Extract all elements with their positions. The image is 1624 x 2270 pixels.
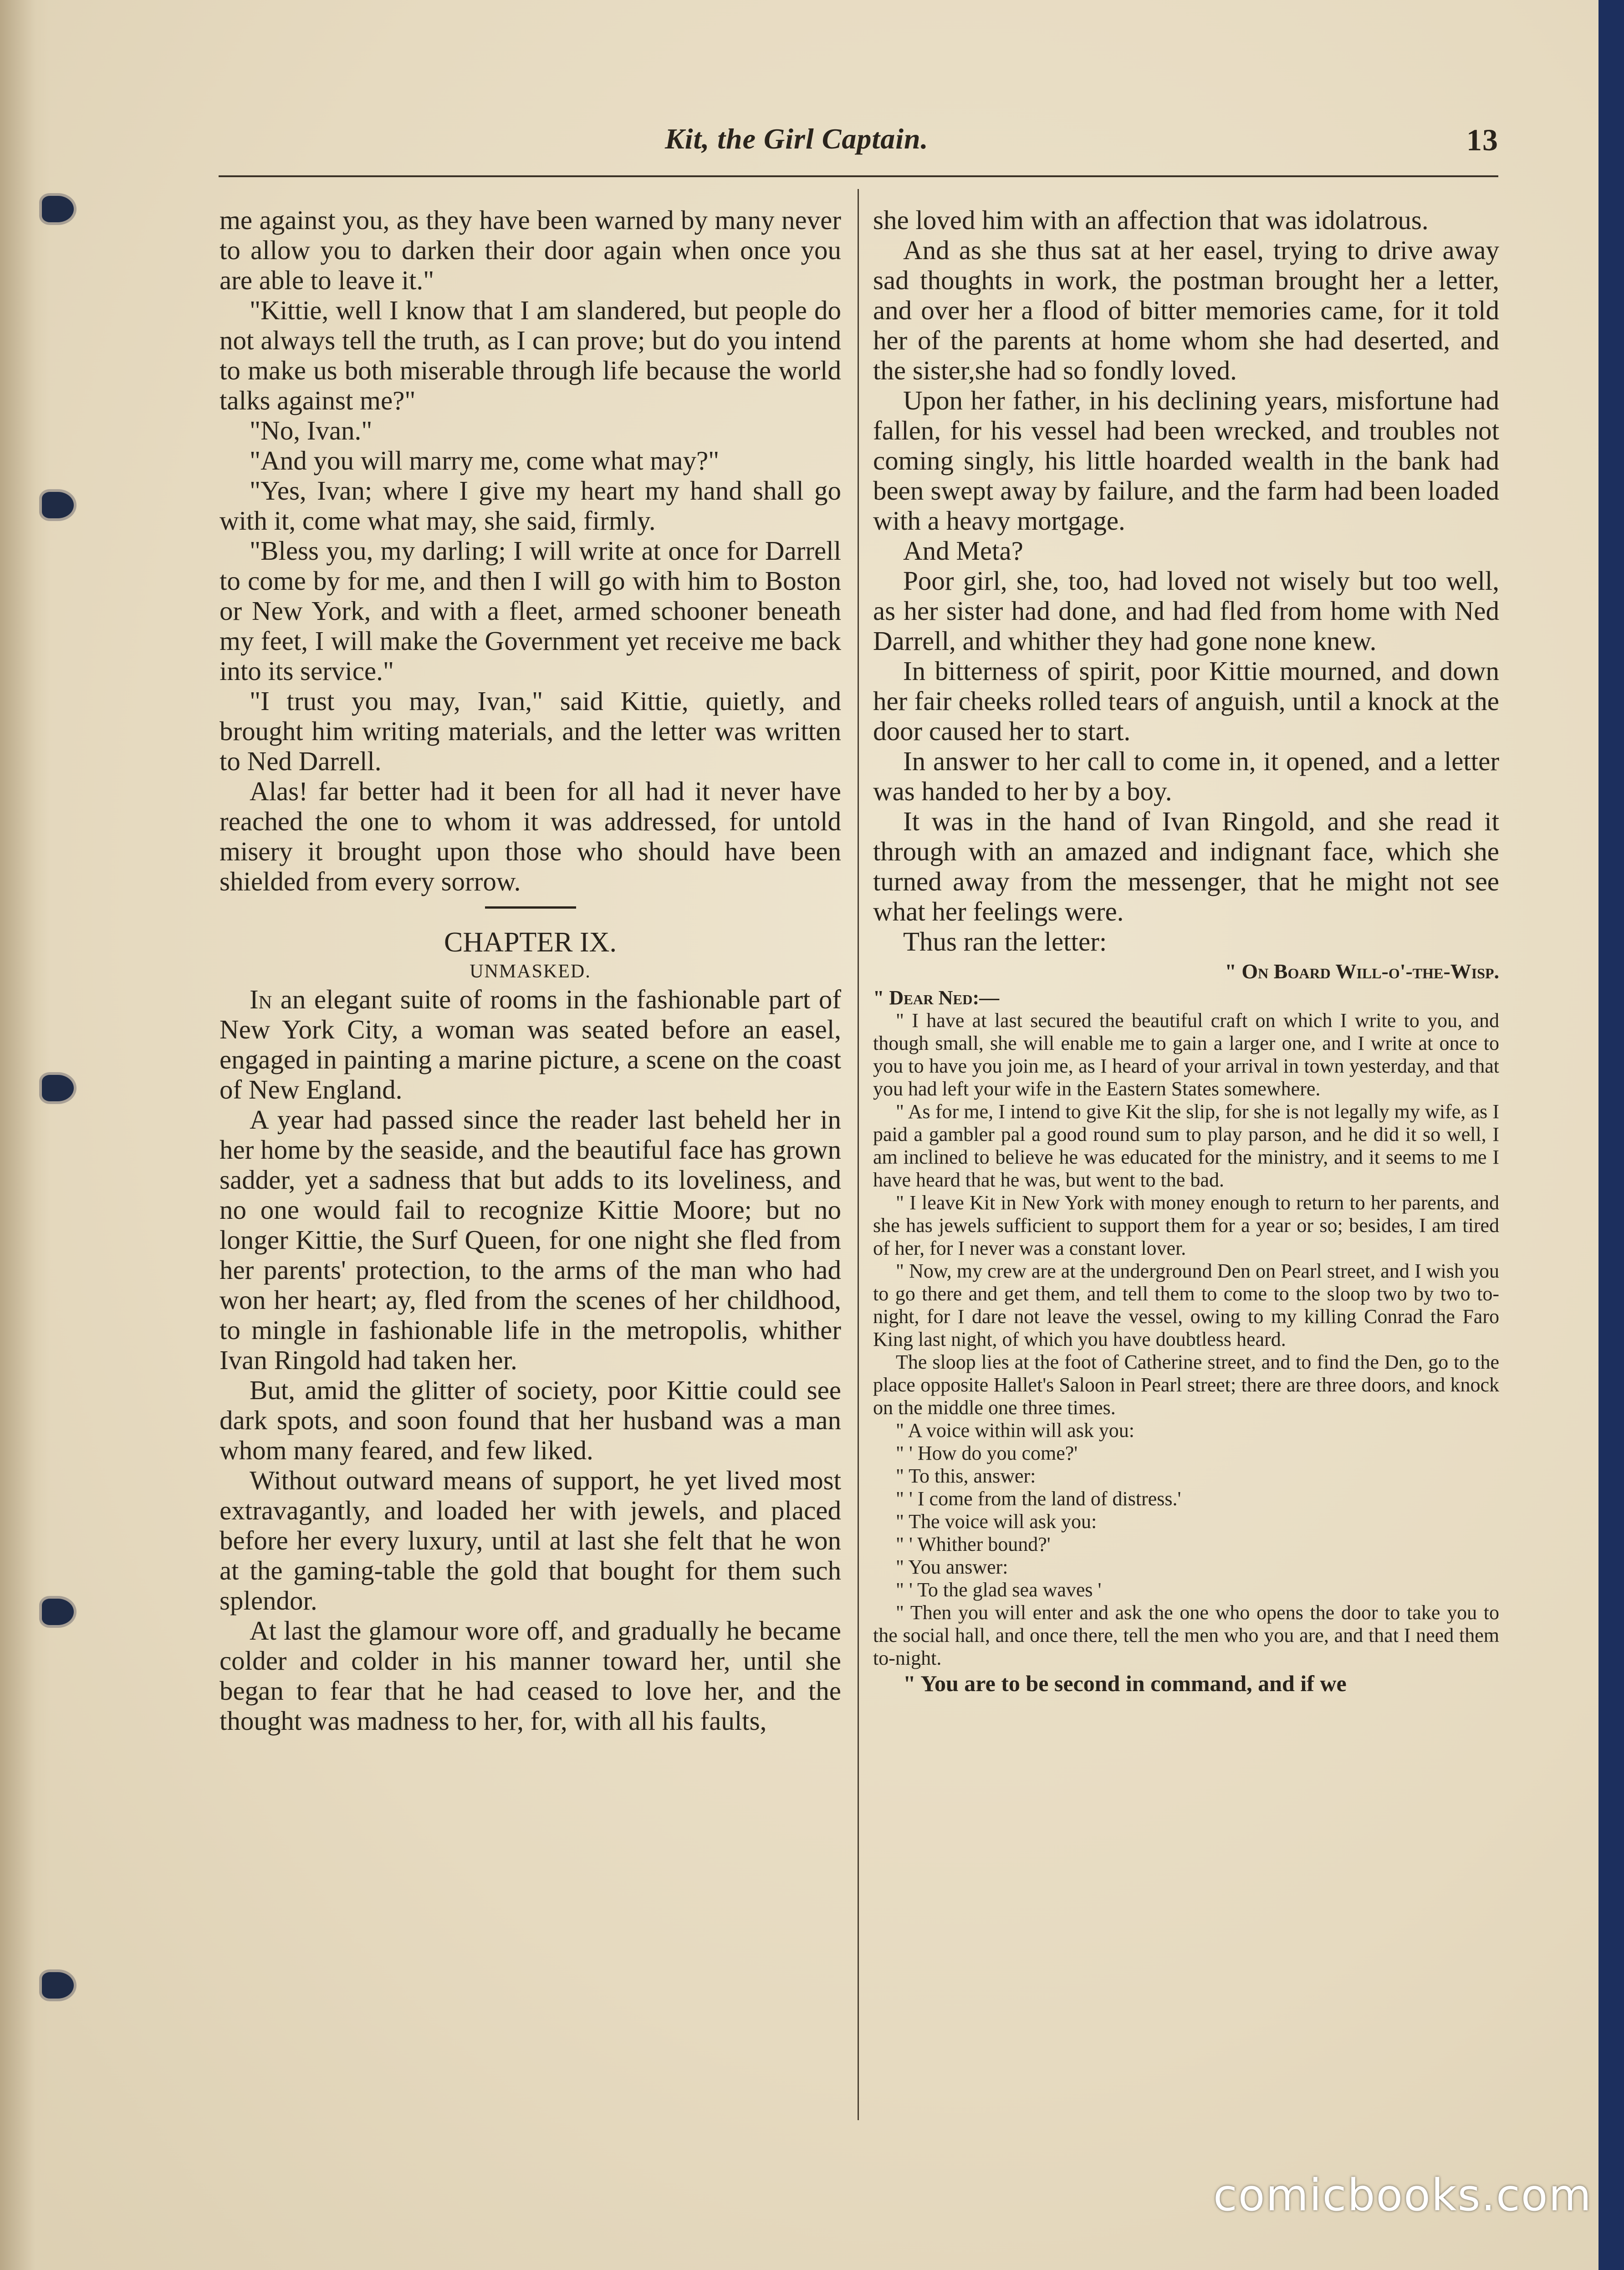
letter-paragraph: " As for me, I intend to give Kit the slip, for she is not legally my wife, as I paid a gambler pal a good round sum to play parson, and he did it so well, I am inclined to believe he was educated for the ministry, and it seems to me I have heard that he was, but went to the bad. — [873, 1100, 1499, 1191]
binding-staple — [42, 1075, 74, 1101]
paragraph: "Kittie, well I know that I am slandered, but people do not always tell the truth, as I can prove; but do you intend to make us both miserable through life because the world talks against me?" — [220, 295, 841, 415]
letter-paragraph: " You answer: — [896, 1556, 1008, 1578]
paragraph: "Yes, Ivan; where I give my heart my hand shall go with it, come what may, she said, firmly. — [220, 475, 841, 536]
paragraph: she loved him with an affection that was idolatrous. — [873, 205, 1429, 235]
chapter-subtitle: UNMASKED. — [470, 961, 591, 982]
letter-body — [873, 987, 1499, 1670]
header-rule — [219, 175, 1498, 177]
binding-staple — [42, 196, 74, 222]
paragraph: It was in the hand of Ivan Ringold, and she read it through with an amazed and indignant face, which she turned away from the messenger, that he might not see what her feelings were. — [873, 806, 1499, 926]
paragraph: And Meta? — [903, 536, 1023, 566]
paragraph: Upon her father, in his declining years, misfortune had fallen, for his vessel had been wrecked, and troubles not coming singly, his little hoarded wealth in the bank had been swept away by failure, and the farm had been loaded with a heavy mortgage. — [873, 385, 1499, 536]
paragraph: Thus ran the letter: — [903, 926, 1107, 956]
letter-paragraph: " I leave Kit in New York with money enough to return to her parents, and she has jewels sufficient to support them for a year or so; besides, I am tired of her, for I never was a constant lover. — [873, 1191, 1499, 1259]
letter-paragraph: The sloop lies at the foot of Catherine street, and to find the Den, go to the place opposite Hallet's Saloon in Pearl street; there are three doors, and knock on the middle one three times. — [873, 1351, 1499, 1419]
chapter-rule — [485, 906, 576, 909]
binding-staple — [42, 1972, 74, 1999]
letter-paragraph: " ' I come from the land of distress.' — [896, 1488, 1181, 1510]
paragraph: At last the glamour wore off, and gradually he became colder and colder in his manner toward her, until she began to fear that he had ceased to love her, and the thought was madness to her, for, with all his faults, — [220, 1616, 841, 1736]
paragraph: Alas! far better had it been for all had it never have reached the one to whom it was addressed, for untold misery it brought upon those who should have been shielded from every sorrow. — [220, 776, 841, 896]
running-title: Kit, the Girl Captain. — [665, 123, 929, 155]
paragraph: Without outward means of support, he yet lived most extravagantly, and loaded her with jewels, and placed before her every luxury, until at last she felt that he won at the gaming-table the gold that bought for them such splendor. — [220, 1465, 841, 1616]
letter-paragraph: " I have at last secured the beautiful craft on which I write to you, and though small, she will enable me to gain a larger one, and I write at once to you to have you join me, as I heard of your arrival in town yesterday, and that you had left your wife in the Eastern States somewhere. — [873, 1009, 1499, 1100]
page-number: 13 — [1466, 123, 1498, 157]
letter-paragraph: " Now, my crew are at the underground Den on Pearl street, and I wish you to go there and get them, and tell them to come to the sloop two by two to-night, for I dare not leave the vessel, owing to my killing Conrad the Faro King last night, of which you have doubtless heard. — [873, 1260, 1499, 1350]
letter-paragraph: " Then you will enter and ask the one who opens the door to take you to the social hall, and once there, tell the men who you are, and that I need them to-night. — [873, 1601, 1499, 1669]
binding-staple — [42, 1599, 74, 1625]
letter-paragraph: " ' How do you come?' — [896, 1442, 1078, 1464]
right-column — [873, 205, 1499, 1697]
paragraph: And as she thus sat at her easel, trying to drive away sad thoughts in work, the postman brought her a letter, and over her a flood of bitter memories came, for it told her of the parents at home whom she had deserted, and the sister,she had so fondly loved. — [873, 235, 1499, 385]
paragraph: "I trust you may, Ivan," said Kittie, quietly, and brought him writing materials, and the letter was written to Ned Darrell. — [220, 686, 841, 776]
letter-paragraph: " The voice will ask you: — [896, 1510, 1097, 1533]
letter-paragraph: " ' Whither bound?' — [896, 1533, 1051, 1555]
paragraph: In answer to her call to come in, it opened, and a letter was handed to her by a boy. — [873, 746, 1499, 806]
binding-staple — [42, 492, 74, 518]
letter-paragraph: " To this, answer: — [896, 1465, 1036, 1487]
drop-word: In — [250, 984, 272, 1014]
paragraph: "No, Ivan." — [250, 415, 373, 445]
letter-salutation: " Dear Ned:— — [873, 987, 1000, 1009]
paragraph: In bitterness of spirit, poor Kittie mourned, and down her fair cheeks rolled tears of anguish, until a knock at the door caused her to start. — [873, 656, 1499, 746]
column-divider — [858, 189, 859, 2120]
letter-paragraph: " ' To the glad sea waves ' — [896, 1579, 1102, 1601]
letter-heading: " On Board Will-o'-the-Wisp. — [1225, 960, 1499, 983]
paragraph: A year had passed since the reader last beheld her in her home by the seaside, and the beautiful face has grown sadder, yet a sadness that but adds to its loveliness, and no one would fail to recognize Kittie Moore; but no longer Kittie, the Surf Queen, for one night she fled from her parents' protection, to the arms of the man who had won her heart; ay, fled from the scenes of her childhood, to mingle in fashionable life in the metropolis, whither Ivan Ringold had taken her. — [220, 1104, 841, 1375]
page-spine — [0, 0, 50, 2270]
running-header — [665, 122, 1498, 156]
paragraph-text: an elegant suite of rooms in the fashionable part of New York City, a woman was seated before an easel, engaged in painting a marine picture, a scene on the coast of New England. — [220, 984, 841, 1104]
paragraph: me against you, as they have been warned by many never to allow you to darken their door again when once you are able to leave it." — [220, 205, 841, 295]
chapter-title: CHAPTER IX. — [444, 927, 617, 958]
paragraph — [220, 984, 841, 1104]
paragraph: "Bless you, my darling; I will write at once for Darrell to come by for me, and then I will go with him to Boston or New York, and with a fleet, armed schooner beneath my feet, I will make the Government yet receive me back into its service." — [220, 536, 841, 686]
paragraph: Poor girl, she, too, had loved not wisely but too well, as her sister had done, and had fled from home with Ned Darrell, and whither they had gone none knew. — [873, 566, 1499, 656]
letter-paragraph: " A voice within will ask you: — [896, 1419, 1134, 1442]
paragraph: "And you will marry me, come what may?" — [250, 445, 720, 475]
paragraph: But, amid the glitter of society, poor Kittie could see dark spots, and soon found that her husband was a man whom many feared, and few liked. — [220, 1375, 841, 1465]
final-line: " You are to be second in command, and if we — [903, 1671, 1347, 1696]
watermark: comicbooks.com — [1213, 2170, 1592, 2221]
left-column — [220, 205, 841, 1736]
